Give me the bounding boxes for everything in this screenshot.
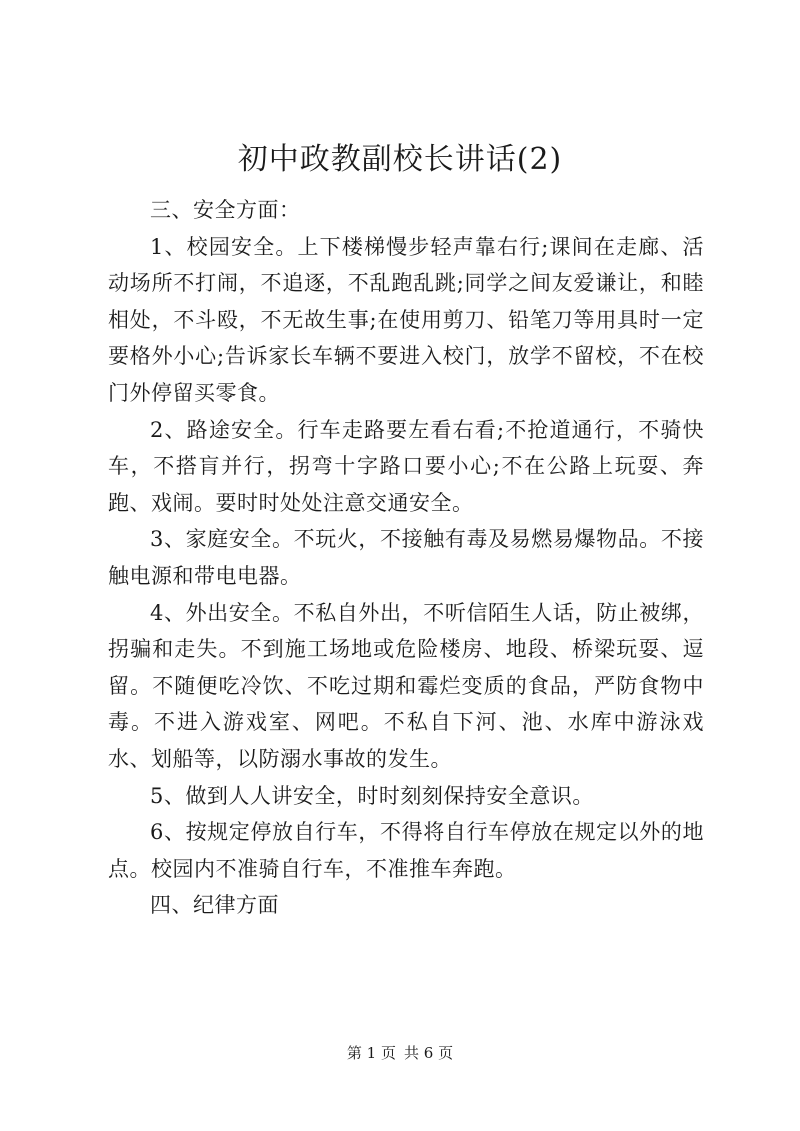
paragraph-home-safety: 3、家庭安全。不玩火，不接触有毒及易燃易爆物品。不接触电源和带电电器。 (108, 527, 704, 588)
page-footer (0, 1043, 800, 1063)
document-body (108, 192, 704, 924)
paragraph-outing-safety: 4、外出安全。不私自外出，不听信陌生人话，防止被绑，拐骗和走失。不到施工场地或危险楼房、地段、桥梁玩耍、逗留。不随便吃冷饮、不吃过期和霉烂变质的食品，严防食物中毒。不进入游戏室、网吧。不私自下河、池、水库中游泳戏水、划船等，以防溺水事故的发生。 (108, 600, 704, 771)
paragraph-campus-safety: 1、校园安全。上下楼梯慢步轻声靠右行;课间在走廊、活动场所不打闹，不追逐，不乱跑乱跳;同学之间友爱谦让，和睦相处，不斗殴，不无故生事;在使用剪刀、铅笔刀等用具时一定要格外小心;告诉家长车辆不要进入校门，放学不留校，不在校门外停留买零食。 (108, 234, 704, 405)
section-heading-discipline: 四、纪律方面 (150, 893, 279, 918)
section-heading-safety: 三、安全方面： (150, 198, 301, 222)
page-total: 共 6 页 (404, 1044, 454, 1062)
paragraph-safety-awareness: 5、做到人人讲安全，时时刻刻保持安全意识。 (150, 783, 594, 808)
document-title: 初中政教副校长讲话(2) (237, 142, 563, 177)
paragraph-bicycle-parking: 6、按规定停放自行车，不得将自行车停放在规定以外的地点。校园内不准骑自行车，不准推车奔跑。 (108, 820, 704, 881)
page-number: 第 1 页 (346, 1044, 396, 1062)
paragraph-road-safety: 2、路途安全。行车走路要左看右看;不抢道通行，不骑快车，不搭肓并行，拐弯十字路口要小心;不在公路上玩耍、奔跑、戏闹。要时时处处注意交通安全。 (108, 417, 704, 515)
